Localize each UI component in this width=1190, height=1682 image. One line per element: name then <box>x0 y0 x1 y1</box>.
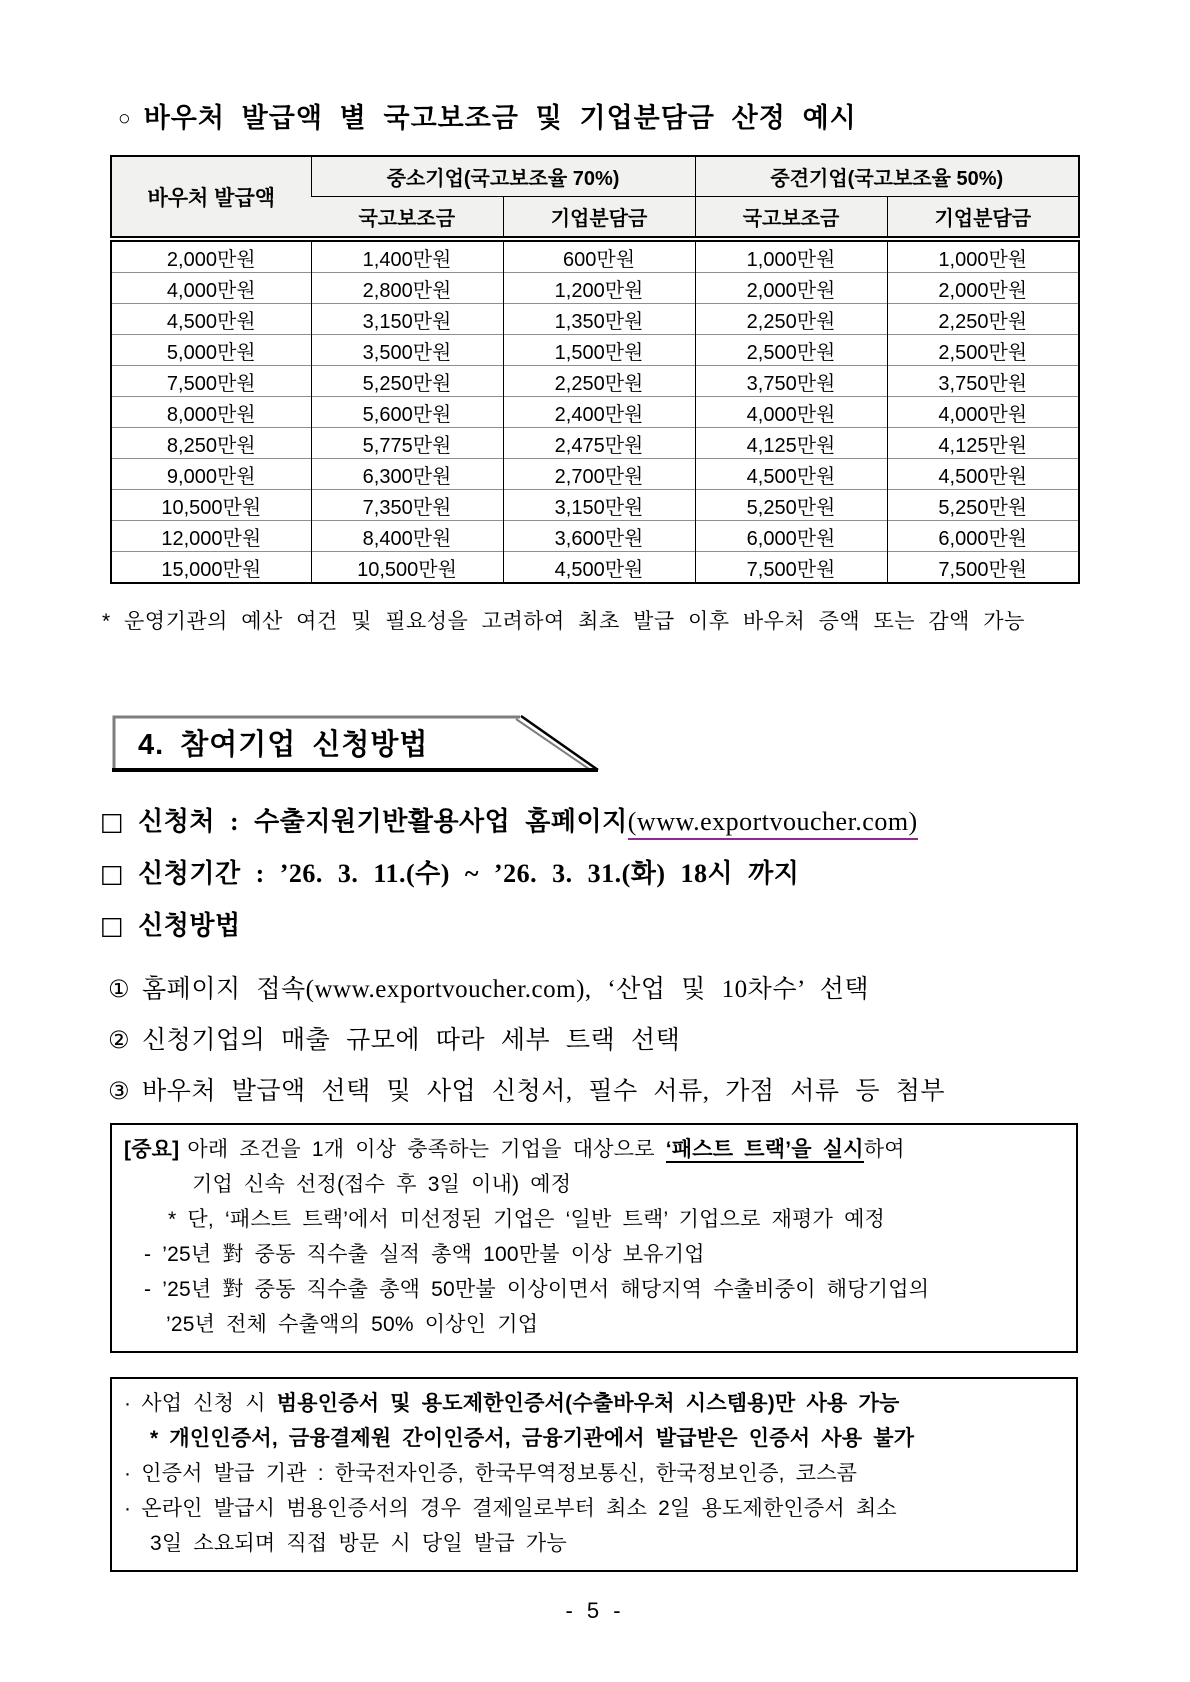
sub-header-share-2: 기업분담금 <box>887 197 1079 240</box>
circled-1-icon: ① <box>108 975 131 1003</box>
table-cell: 5,775만원 <box>311 428 503 459</box>
table-footnote: * 운영기관의 예산 여건 및 필요성을 고려하여 최초 발급 이후 바우처 증액 또는 감액 가능 <box>102 610 1025 633</box>
group-header-sme: 중소기업(국고보조율 70%) <box>311 156 695 197</box>
dot-bullet-icon: · <box>124 1392 132 1415</box>
table-cell: 4,500만원 <box>111 304 311 335</box>
table-cell: 3,500만원 <box>311 335 503 366</box>
table-row <box>111 490 1079 521</box>
table-cell: 4,500만원 <box>503 552 695 584</box>
cert-line-3 <box>124 1456 1064 1491</box>
group-header-midsize: 중견기업(국고보조율 50%) <box>695 156 1079 197</box>
table-cell: 4,125만원 <box>887 428 1079 459</box>
circle-bullet-icon: ○ <box>118 106 132 130</box>
table-cell: 2,250만원 <box>695 304 887 335</box>
table-cell: 1,000만원 <box>695 239 887 273</box>
table-cell: 2,250만원 <box>887 304 1079 335</box>
cert-line-1 <box>124 1386 1064 1421</box>
table-cell: 2,475만원 <box>503 428 695 459</box>
apply-site-text: 신청처 : 수출지원기반활용사업 홈페이지 <box>138 807 628 836</box>
table-row <box>111 304 1079 335</box>
cert-line-1-bold: 범용인증서 및 용도제한인증서(수출바우처 시스템용)만 사용 가능 <box>276 1392 900 1415</box>
example-heading-text: 바우처 발급액 별 국고보조금 및 기업분담금 산정 예시 <box>143 103 857 133</box>
table-cell: 1,000만원 <box>887 239 1079 273</box>
voucher-table-body <box>111 239 1079 583</box>
step-1-text: 홈페이지 접속(www.exportvoucher.com), ‘산업 및 10차수’ 선택 <box>142 976 869 1003</box>
table-row <box>111 239 1079 273</box>
cert-line-1-pre: 사업 신청 시 <box>141 1392 277 1415</box>
fast-track-line-1-pre: 아래 조건을 1개 이상 충족하는 기업을 대상으로 <box>187 1138 666 1161</box>
certificate-notice-box <box>110 1377 1078 1572</box>
cert-line-4 <box>124 1491 1064 1526</box>
table-row <box>111 397 1079 428</box>
example-heading <box>118 96 1190 135</box>
table-cell: 3,150만원 <box>311 304 503 335</box>
step-3-text: 바우처 발급액 선택 및 사업 신청서, 필수 서류, 가점 서류 등 첨부 <box>142 1078 946 1105</box>
table-cell: 2,000만원 <box>887 273 1079 304</box>
table-cell: 2,800만원 <box>311 273 503 304</box>
table-cell: 5,250만원 <box>695 490 887 521</box>
table-row <box>111 428 1079 459</box>
page-number: - 5 - <box>565 1598 625 1623</box>
step-2 <box>108 1015 1190 1066</box>
table-cell: 5,600만원 <box>311 397 503 428</box>
square-bullet-icon: □ <box>100 807 125 836</box>
fast-track-line-1 <box>124 1132 1064 1167</box>
fast-track-condition-2-cont: ’25년 전체 수출액의 50% 이상인 기업 <box>166 1313 539 1336</box>
table-cell: 7,500만원 <box>887 552 1079 584</box>
table-cell: 10,500만원 <box>311 552 503 584</box>
table-cell: 2,400만원 <box>503 397 695 428</box>
fast-track-notice-box <box>110 1123 1078 1353</box>
table-cell: 6,000만원 <box>695 521 887 552</box>
circled-2-icon: ② <box>108 1026 131 1054</box>
table-cell: 2,700만원 <box>503 459 695 490</box>
table-cell: 8,400만원 <box>311 521 503 552</box>
voucher-subsidy-table <box>110 155 1080 584</box>
table-row <box>111 366 1079 397</box>
table-row <box>111 335 1079 366</box>
square-bullet-icon: □ <box>100 859 125 888</box>
apply-method-text: 신청방법 <box>138 911 241 940</box>
table-cell: 5,000만원 <box>111 335 311 366</box>
table-cell: 4,000만원 <box>695 397 887 428</box>
table-cell: 4,500만원 <box>887 459 1079 490</box>
table-row <box>111 521 1079 552</box>
table-cell: 8,000만원 <box>111 397 311 428</box>
dot-bullet-icon: · <box>124 1497 132 1520</box>
table-cell: 12,000만원 <box>111 521 311 552</box>
step-2-text: 신청기업의 매출 규모에 따라 세부 트랙 선택 <box>142 1027 681 1054</box>
table-cell: 9,000만원 <box>111 459 311 490</box>
square-bullet-icon: □ <box>100 911 125 940</box>
table-cell: 10,500만원 <box>111 490 311 521</box>
circled-3-icon: ③ <box>108 1077 131 1105</box>
table-cell: 3,750만원 <box>887 366 1079 397</box>
fast-track-line-1-post: 하여 <box>863 1138 905 1161</box>
table-row <box>111 273 1079 304</box>
list-item-apply-period <box>100 848 1190 900</box>
table-cell: 1,350만원 <box>503 304 695 335</box>
cert-line-4-text: 온라인 발급시 범용인증서의 경우 결제일로부터 최소 2일 용도제한인증서 최소 <box>141 1497 897 1520</box>
sub-header-subsidy-2: 국고보조금 <box>695 197 887 240</box>
list-item-apply-method <box>100 900 1190 952</box>
table-cell: 4,000만원 <box>111 273 311 304</box>
table-cell: 5,250만원 <box>311 366 503 397</box>
table-cell: 2,500만원 <box>887 335 1079 366</box>
table-cell: 4,125만원 <box>695 428 887 459</box>
sub-header-share-1: 기업분담금 <box>503 197 695 240</box>
table-cell: 7,500만원 <box>695 552 887 584</box>
table-cell: 3,750만원 <box>695 366 887 397</box>
fast-track-emphasis: ‘패스트 트랙’을 실시 <box>665 1138 864 1161</box>
table-cell: 1,400만원 <box>311 239 503 273</box>
application-steps <box>108 964 1190 1117</box>
table-cell: 600만원 <box>503 239 695 273</box>
sub-header-subsidy-1: 국고보조금 <box>311 197 503 240</box>
table-cell: 6,300만원 <box>311 459 503 490</box>
exportvoucher-link[interactable]: (www.exportvoucher.com) <box>628 807 918 840</box>
table-cell: 8,250만원 <box>111 428 311 459</box>
list-item-apply-site <box>100 796 1190 848</box>
fast-track-line-3: * 단, ‘패스트 트랙’에서 미선정된 기업은 ‘일반 트랙’ 기업으로 재평가 예정 <box>168 1208 886 1231</box>
table-cell: 2,250만원 <box>503 366 695 397</box>
apply-period-text: 신청기간 : ’26. 3. 11.(수) ~ ’26. 3. 31.(화) 18시 까지 <box>138 859 800 888</box>
table-cell: 4,000만원 <box>887 397 1079 428</box>
table-cell: 2,500만원 <box>695 335 887 366</box>
step-3 <box>108 1066 1190 1117</box>
fast-track-condition-1: - ’25년 對 중동 직수출 실적 총액 100만불 이상 보유기업 <box>144 1243 705 1266</box>
fast-track-condition-2: - ’25년 對 중동 직수출 총액 50만불 이상이면서 해당지역 수출비중이 해당기업의 <box>144 1278 930 1301</box>
table-cell: 7,350만원 <box>311 490 503 521</box>
table-header <box>111 156 1079 239</box>
dot-bullet-icon: · <box>124 1462 132 1485</box>
table-cell: 3,600만원 <box>503 521 695 552</box>
table-cell: 15,000만원 <box>111 552 311 584</box>
table-cell: 5,250만원 <box>887 490 1079 521</box>
table-cell: 6,000만원 <box>887 521 1079 552</box>
table-cell: 2,000만원 <box>695 273 887 304</box>
table-row <box>111 459 1079 490</box>
cert-line-3-text: 인증서 발급 기관 : 한국전자인증, 한국무역정보통신, 한국정보인증, 코스콤 <box>141 1462 858 1485</box>
step-1 <box>108 964 1190 1015</box>
table-cell: 4,500만원 <box>695 459 887 490</box>
table-cell: 7,500만원 <box>111 366 311 397</box>
cert-line-2: * 개인인증서, 금융결제원 간이인증서, 금융기관에서 발급받은 인증서 사용 불가 <box>150 1427 915 1450</box>
important-label: [중요] <box>124 1138 180 1161</box>
table-row <box>111 552 1079 584</box>
section4-title: 4. 참여기업 신청방법 <box>138 728 429 761</box>
table-cell: 1,500만원 <box>503 335 695 366</box>
cert-line-5: 3일 소요되며 직접 방문 시 당일 발급 가능 <box>150 1532 567 1555</box>
fast-track-line-2: 기업 신속 선정(접수 후 3일 이내) 예정 <box>192 1173 572 1196</box>
table-cell: 3,150만원 <box>503 490 695 521</box>
application-info-list <box>100 796 1190 952</box>
table-cell: 1,200만원 <box>503 273 695 304</box>
col-header-voucher-amount: 바우처 발급액 <box>111 156 311 239</box>
table-cell: 2,000만원 <box>166 248 256 271</box>
section4-banner <box>112 715 602 772</box>
